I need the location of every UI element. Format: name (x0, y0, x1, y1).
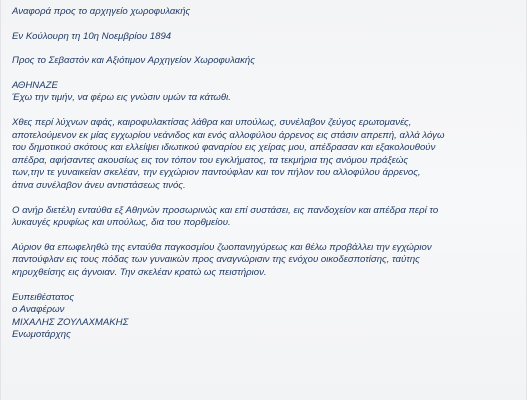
paragraph-3-line-3: κηρυχθείσης εις άγνοιαν. Την σκελέαν κρατώ ως πειστήριον. (12, 266, 267, 278)
paragraph-2 (12, 205, 516, 230)
paragraph-2-line-1: Ο ανήρ διετέλη ενταύθα εξ Αθηνών προσωρινώς και επί συστάσει, εις πανδοχείον και απέδρα περί το (12, 204, 439, 216)
paragraph-1-line-2: αποτελούμενον εκ μίας εγχωρίου νεάνιδος και ενός αλλοφύλου άρρενος εις στάσιν απρεπή, αλλά λόγω (12, 129, 445, 141)
city: ΑΘΗΝΑΖΕ (12, 79, 58, 91)
document-subject: Αναφορά προς το αρχηγείο χωροφυλακής (12, 6, 191, 17)
paragraph-1-line-3: του δημοτικού σκότους και ελλείψει ιδιωτικού φαναρίου εις χείρας μου, απέδρασαν και εξακολουθούν (12, 142, 436, 154)
paragraph-3-line-1: Αύριον θα επωφεληθώ της ενταύθα παγκοσμίου ζωοπανηγύρεως και θέλω προβάλλει την εγχώριον (12, 241, 432, 253)
opening-line: Έχω την τιμήν, να φέρω εις γνώσιν υμών τα κάτωθι. (12, 92, 231, 104)
date-line: Εν Κούλουρη τη 10η Νοεμβρίου 1894 (12, 30, 172, 42)
addressee: Προς το Σεβαστόν και Αξιότιμον Αρχηγείον Χωροφυλακής (12, 55, 255, 67)
paragraph-1-line-4: απέδρα, αφήσαντες ακουσίως εις τον τόπον του εγκλήματος, τα τεκμήρια της ανόμου πράξεώς (12, 154, 408, 166)
paragraph-1-line-6: άτινα συνέλαβον άνευ αντιστάσεως τινός. (12, 179, 186, 191)
paragraph-1-line-5: των,την τε γυναικείαν σκελέαν, την εγχώριον παντούφλαν και τον πήλον του αλλοφύλου άρρενος, (12, 167, 421, 179)
signature-block (12, 292, 516, 342)
paragraph-3-line-2: παντούφλαν εις τους πόδας των γυναικών προς αναγνώρισιν της ενόχου οικοδεσποτίσης, ταύτης (12, 254, 420, 266)
paragraph-2-line-2: λυκαυγές κρυφίως και υπούλως, δια του πορθμείου. (12, 217, 231, 229)
paragraph-1-line-1: Χθες περί λύχνων αφάς, καιροφυλακτίσας λάθρα και υπούλως, συνέλαβον ζεύγος ερωτομανές, (12, 116, 412, 128)
paragraph-1 (12, 117, 516, 193)
paragraph-3 (12, 242, 516, 280)
closing: Ευπειθέστατος (12, 291, 75, 303)
sender-intro: ο Αναφέρων (12, 304, 65, 316)
sender-rank: Ενωμοτάρχης (12, 329, 71, 341)
sender-name: ΜΙΧΑΛΗΣ ΖΟΥΛΑΧΜΑΚΗΣ (12, 316, 129, 328)
